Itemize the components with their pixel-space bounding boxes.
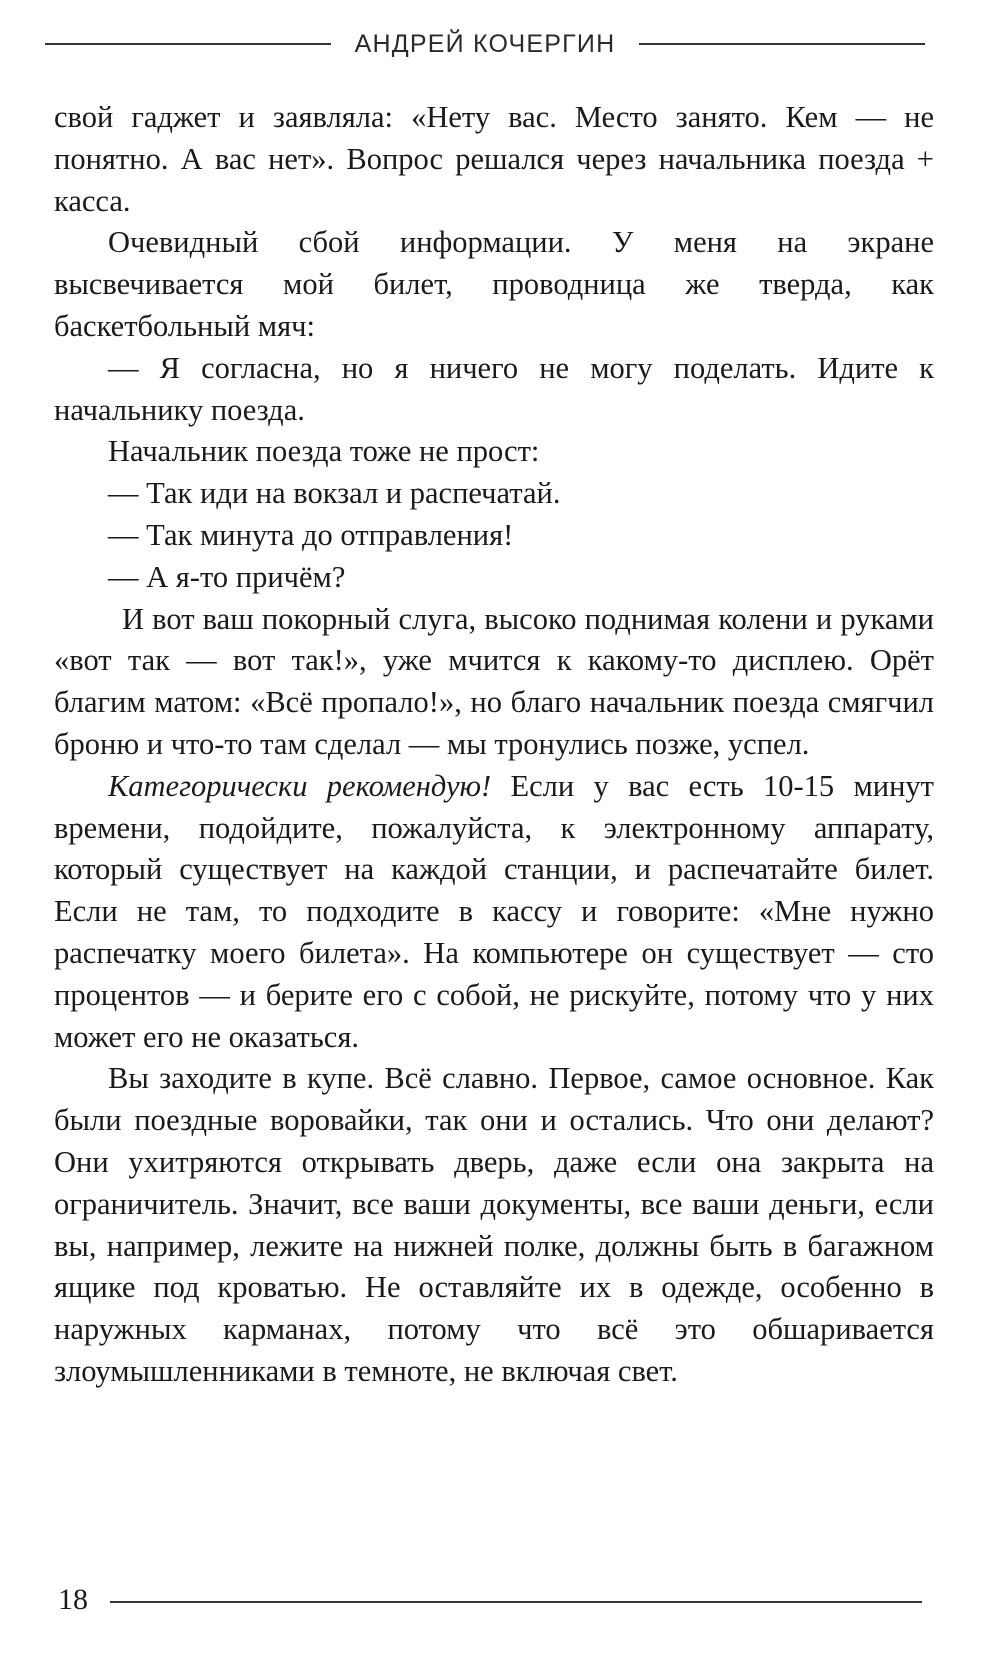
dialogue-line: — Так минута до отправления!	[108, 517, 514, 552]
page-number: 18	[58, 1583, 88, 1616]
paragraph-recommendation	[54, 766, 934, 1059]
page-footer	[58, 1580, 922, 1620]
paragraph: свой гаджет и заявляла: «Нету вас. Место занято. Кем — не понятно. А вас нет». Вопрос решался через начальника поезда + касса.	[54, 100, 934, 218]
dialogue-line: — Я согласна, но я ничего не могу поделать. Идите к начальнику поезда.	[54, 350, 934, 427]
running-head	[45, 26, 925, 62]
body-text	[54, 97, 934, 1393]
dialogue-line: — Так иди на вокзал и распечатай.	[108, 476, 561, 511]
paragraph: И вот ваш покорный слуга, высоко поднимая колени и руками «вот так — вот так!», уже мчится к какому-то дисплею. Орёт благим матом: «Всё пропало!», но благо начальник поезда смягчил броню и что-то там сделал — мы тронулись позже, успел.	[54, 601, 934, 761]
header-rule-left	[45, 43, 331, 45]
dialogue-line: — А я-то причём?	[108, 559, 346, 594]
italic-lead: Категорически рекомендую!	[108, 768, 492, 803]
paragraph: Начальник поезда тоже не прост:	[108, 434, 540, 469]
paragraph-body: Если у вас есть 10-15 минут времени, подойдите, пожалуйста, к электронному аппарату, который существует на каждой станции, и распечатайте билет. Если не там, то подходите в кассу и говорите: «Мне нужно распечатку моего билета». На компьютере он существует — сто процентов — и берите его с собой, не рискуйте, потому что у них может его не оказаться.	[54, 768, 934, 1054]
header-rule-right	[639, 43, 925, 45]
paragraph: Вы заходите в купе. Всё славно. Первое, самое основное. Как были поездные воровайки, так они и остались. Что они делают? Они ухитряются открывать дверь, даже если она закрыта на ограничитель. Значит, все ваши документы, все ваши деньги, если вы, например, лежите на нижней полке, должны быть в багажном ящике под кроватью. Не оставляйте их в одежде, особенно в наружных карманах, потому что всё это обшаривается злоумышленниками в темноте, не включая свет.	[54, 1061, 934, 1388]
footer-rule	[110, 1601, 922, 1603]
paragraph: Очевидный сбой информации. У меня на экране высвечивается мой билет, проводница же тверда, как баскетбольный мяч:	[54, 225, 934, 343]
author-name: АНДРЕЙ КОЧЕРГИН	[354, 29, 616, 58]
